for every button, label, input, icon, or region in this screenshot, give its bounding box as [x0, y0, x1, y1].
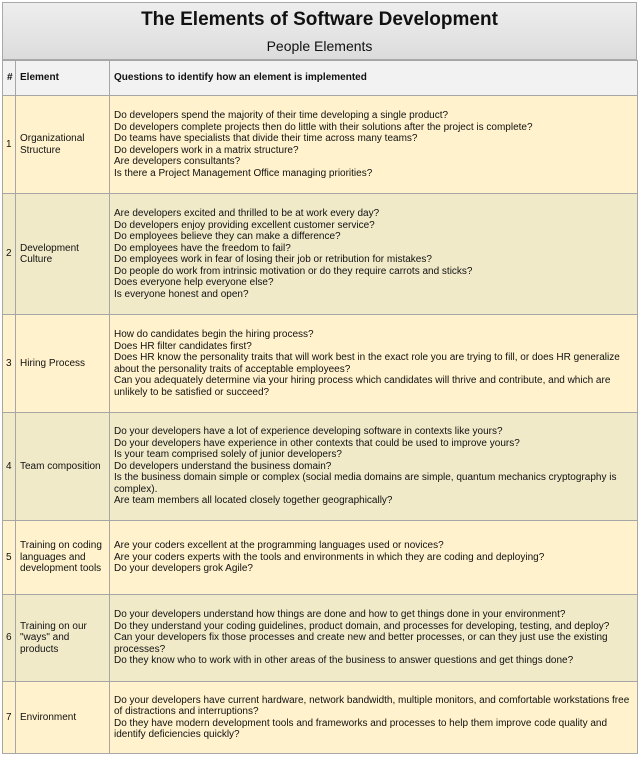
question-text: Does HR know the personality traits that will work best in the exact role you are trying to fill, or does HR generalize about the personality traits of acceptable employees?	[114, 352, 620, 375]
table-row	[3, 315, 638, 413]
page-subtitle: People Elements	[266, 38, 373, 54]
row-number: 1	[3, 96, 16, 194]
question-text: Do developers spend the majority of their time developing a single product?	[114, 110, 449, 121]
questions-cell	[110, 413, 638, 521]
questions-cell	[110, 595, 638, 682]
question-text: Do employees believe they can make a difference?	[114, 231, 341, 242]
question-text: Are developers consultants?	[114, 156, 241, 167]
column-header-element: Element	[16, 61, 110, 96]
question-text: Is your team comprised solely of junior developers?	[114, 449, 342, 461]
question-text: Do they understand your coding guidelines, product domain, and processes for developing, testing, and deploy?	[114, 620, 610, 632]
table-row	[3, 595, 638, 682]
table-row	[3, 682, 638, 754]
table-header-row	[3, 61, 638, 96]
question-text: Do they know who to work with in other areas of the business to answer questions and get things done?	[114, 655, 574, 667]
question-text: Do your developers have current hardware, network bandwidth, multiple monitors, and comfortable workstations free of distractions and interruptions?	[114, 694, 630, 717]
question-text: Are your coders experts with the tools and environments in which they are coding and deploying?	[114, 551, 545, 563]
question-text: Do employees work in fear of losing their job or retribution for mistakes?	[114, 254, 432, 265]
question-text: Are developers excited and thrilled to be at work every day?	[114, 208, 380, 219]
question-text: Do developers work in a matrix structure?	[114, 144, 299, 156]
page-title: The Elements of Software Development	[141, 9, 498, 30]
element-name: Organizational Structure	[16, 96, 110, 194]
question-text: Do they have modern development tools and frameworks and processes to help them improve code quality and identify deficiencies quickly?	[114, 717, 608, 740]
question-text: Can your developers fix those processes and create new and better processes, or can they just use the existing processes?	[114, 632, 608, 655]
column-header-questions: Questions to identify how an element is implemented	[110, 61, 638, 96]
element-name: Team composition	[16, 413, 110, 521]
question-text: Does everyone help everyone else?	[114, 277, 274, 288]
question-text: Do your developers grok Agile?	[114, 563, 253, 575]
question-text: Do your developers understand how things are done and how to get things done in your environment?	[114, 609, 566, 621]
question-text: Is there a Project Management Office managing priorities?	[114, 167, 373, 179]
question-text: Do your developers have experience in other contexts that could be used to improve yours?	[114, 437, 520, 449]
questions-cell	[110, 96, 638, 194]
row-number: 3	[3, 315, 16, 413]
question-text: Can you adequately determine via your hiring process which candidates will thrive and contribute, and which are unlikely to be satisfied or succeed?	[114, 375, 611, 398]
question-text: How do candidates begin the hiring process?	[114, 329, 314, 340]
document	[2, 2, 637, 754]
table-body	[3, 96, 638, 754]
element-name: Training on coding languages and development tools	[16, 521, 110, 595]
table-row	[3, 96, 638, 194]
row-number: 7	[3, 682, 16, 754]
questions-cell	[110, 315, 638, 413]
questions-cell	[110, 682, 638, 754]
title-banner	[2, 2, 637, 60]
question-text: Do developers understand the business domain?	[114, 460, 332, 472]
element-name: Hiring Process	[16, 315, 110, 413]
question-text: Do developers enjoy providing excellent customer service?	[114, 219, 375, 231]
row-number: 5	[3, 521, 16, 595]
questions-cell	[110, 521, 638, 595]
question-text: Do people do work from intrinsic motivation or do they require carrots and sticks?	[114, 265, 473, 277]
question-text: Do developers complete projects then do little with their solutions after the project is complete?	[114, 121, 533, 133]
column-header-number: #	[3, 61, 16, 96]
row-number: 2	[3, 194, 16, 315]
element-name: Training on our "ways" and products	[16, 595, 110, 682]
question-text: Are team members all located closely together geographically?	[114, 495, 393, 507]
question-text: Is the business domain simple or complex (social media domains are simple, quantum mechanics cryptography is complex).	[114, 472, 617, 495]
question-text: Do employees have the freedom to fail?	[114, 242, 291, 254]
question-text: Are your coders excellent at the programming languages used or novices?	[114, 540, 444, 552]
table-row	[3, 521, 638, 595]
row-number: 6	[3, 595, 16, 682]
row-number: 4	[3, 413, 16, 521]
elements-table	[2, 60, 638, 754]
question-text: Do your developers have a lot of experience developing software in contexts like yours?	[114, 426, 503, 438]
questions-cell	[110, 194, 638, 315]
question-text: Does HR filter candidates first?	[114, 340, 252, 352]
element-name: Environment	[16, 682, 110, 754]
question-text: Do teams have specialists that divide their time across many teams?	[114, 133, 418, 144]
element-name: Development Culture	[16, 194, 110, 315]
question-text: Is everyone honest and open?	[114, 288, 249, 300]
table-row	[3, 413, 638, 521]
table-row	[3, 194, 638, 315]
